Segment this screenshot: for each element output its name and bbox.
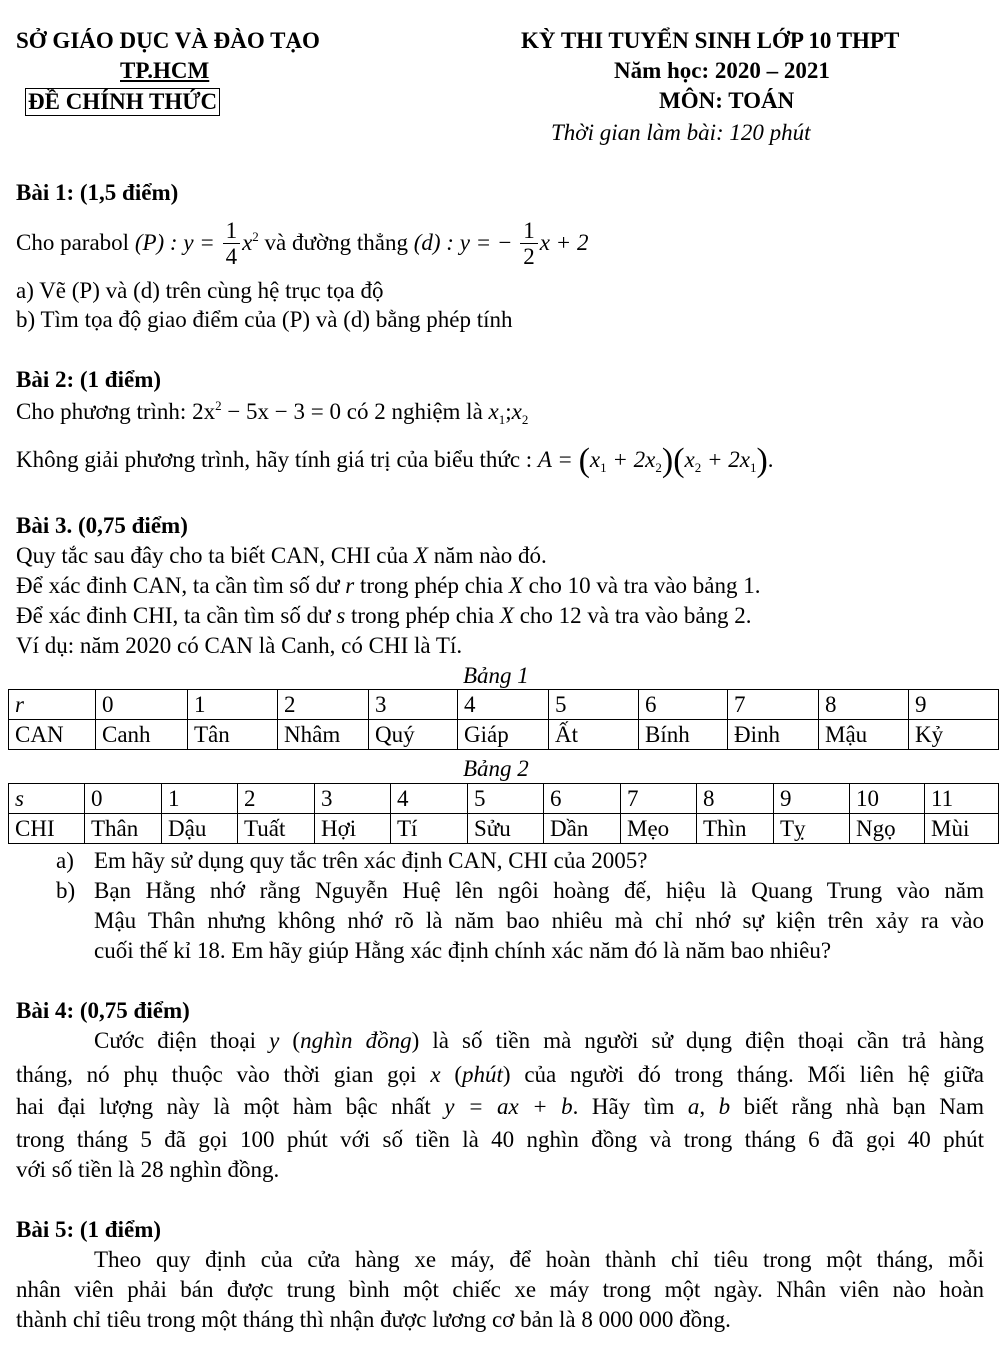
bai5-line2: nhân viên phải bán được trung bình một chiếc xe máy trong một ngày. Nhân viên nào hoàn [16, 1277, 984, 1302]
bai4-line4: trong tháng 5 đã gọi 100 phút với số tiền là 40 nghìn đồng và trong tháng 6 đã gọi 40 phút [16, 1127, 984, 1152]
bai2-expr-paren-close1: ) [661, 442, 674, 479]
bai3-title: Bài 3. (0,75 điểm) [16, 513, 188, 538]
table-cell: s [9, 784, 85, 814]
table-cell: Hợi [315, 814, 391, 844]
bai1-parabol-line [16, 212, 588, 270]
table-cell: Bính [639, 720, 728, 750]
table-cell: Sửu [468, 814, 544, 844]
table-cell: 2 [238, 784, 315, 814]
bai3-question-a: Em hãy sử dụng quy tắc trên xác định CAN, CHI của 2005? [94, 848, 648, 873]
table-cell: CHI [9, 814, 85, 844]
table-cell: 9 [774, 784, 850, 814]
bai3-l1-a: Quy tắc sau đây cho ta biết CAN, CHI của [16, 543, 409, 568]
bai1-p-exp: 2 [252, 229, 259, 244]
bai3-question-b-label: b) [56, 878, 76, 903]
bai3-line1 [16, 543, 547, 569]
table-cell: 5 [549, 690, 639, 720]
header-department: SỞ GIÁO DỤC VÀ ĐÀO TẠO [16, 28, 320, 53]
bai4-line5: với số tiền là 28 nghìn đồng. [16, 1157, 280, 1182]
bai2-expr-x1: x [589, 447, 601, 472]
bai4-l3-vars: a, b [687, 1094, 731, 1119]
table-cell: 7 [621, 784, 697, 814]
table1-row-can [9, 720, 999, 750]
bai3-l3-a: Để xác đinh CHI, ta cần tìm số dư [16, 603, 331, 628]
bai1-p-x: x [242, 230, 253, 255]
bai4-l2-open: ( [454, 1062, 462, 1087]
bai2-expr-a: A = [537, 447, 573, 472]
bai2-expression-line [16, 442, 774, 480]
bai4-l1-a: Cước điện thoại [94, 1028, 256, 1053]
table-cell: Quý [369, 720, 458, 750]
bai3-line3 [16, 603, 752, 629]
bai3-question-b-line2: Mậu Thân nhưng không nhớ rõ là năm bao nhiêu mà chỉ nhớ sự kiện trên xảy ra vào [94, 908, 984, 933]
bai1-d-fraction: $\frac{1}{2}$ [520, 219, 538, 270]
bai3-l2-a: Để xác đinh CAN, ta cần tìm số dư [16, 573, 340, 598]
bai2-title: Bài 2: (1 điểm) [16, 367, 162, 392]
table-cell: Kỷ [909, 720, 999, 750]
bai2-expr-mid1: + 2x [606, 447, 656, 472]
bai3-question-b-line1: Bạn Hằng nhớ rằng Nguyễn Huệ lên ngôi hoàng đế, hiệu là Quang Trung vào năm [94, 878, 984, 903]
bai1-p-fraction: $\frac{1}{4}$ [223, 219, 241, 270]
bai4-line2 [16, 1062, 984, 1088]
table-cell: CAN [9, 720, 96, 750]
bai3-l2-var2: X [508, 573, 523, 598]
table-cell: 6 [639, 690, 728, 720]
bai2-line2-text: Không giải phương trình, hãy tính giá trị của biểu thức : [16, 447, 533, 472]
table-cell: 4 [458, 690, 549, 720]
bai2-expr-s1: 1 [600, 460, 607, 475]
bai1-d-label: (d) : y = − [413, 230, 513, 255]
table-cell: r [9, 690, 96, 720]
bai2-root2: x [511, 399, 522, 424]
table-cell: 10 [850, 784, 925, 814]
bai3-l3-c: cho 12 và tra vào bảng 2. [519, 603, 752, 628]
table-cell: Tuất [238, 814, 315, 844]
table-cell: 5 [468, 784, 544, 814]
bai2-expr-paren-open1: ( [578, 442, 590, 479]
table-cell: 9 [909, 690, 999, 720]
table-cell: Thìn [697, 814, 774, 844]
bai1-question-b: b) Tìm tọa độ giao điểm của (P) và (d) bằng phép tính [16, 307, 513, 332]
table1-caption: Bảng 1 [463, 663, 529, 688]
table-cell: 0 [85, 784, 162, 814]
table-cell: 4 [391, 784, 468, 814]
bai2-expr-s4: 1 [749, 460, 757, 475]
bai2-eq-b: − 5x − 3 = 0 [221, 399, 341, 424]
bai4-l2-c: ) của người đó trong tháng. Mối liên hệ giữa [502, 1062, 984, 1087]
header-duration: Thời gian làm bài: 120 phút [551, 120, 811, 145]
table-cell: Ất [549, 720, 639, 750]
bai5-title: Bài 5: (1 điểm) [16, 1217, 162, 1242]
bai4-line3 [16, 1094, 984, 1120]
table-cell: Đinh [728, 720, 819, 750]
bai3-l1-b: năm nào đó. [433, 543, 547, 568]
bai4-title: Bài 4: (0,75 điểm) [16, 998, 190, 1023]
bai1-question-a: a) Vẽ (P) và (d) trên cùng hệ trục tọa độ [16, 278, 384, 303]
bai2-root1: x [488, 399, 499, 424]
bai4-l2-x: x [430, 1062, 441, 1087]
table2-row-chi [9, 814, 999, 844]
table-cell: Dần [544, 814, 621, 844]
bai4-l1-unit: nghìn đồng [300, 1028, 412, 1053]
bai2-root1-sub: 1 [498, 412, 506, 427]
bai1-intro: Cho parabol [16, 230, 130, 255]
table1 [8, 689, 999, 750]
bai3-l2-c: cho 10 và tra vào bảng 1. [528, 573, 761, 598]
table-cell: Mẹo [621, 814, 697, 844]
bai3-l3-var: s [336, 603, 346, 628]
bai3-l3-var2: X [499, 603, 514, 628]
bai2-expr-paren-open2: ( [673, 442, 685, 479]
header-official-label: ĐỀ CHÍNH THỨC [25, 88, 220, 116]
bai3-l3-b: trong phép chia [351, 603, 495, 628]
table-cell: 3 [369, 690, 458, 720]
bai2-line1-mid: có 2 nghiệm là [346, 399, 483, 424]
bai3-question-b-line3: cuối thế kỉ 18. Em hãy giúp Hằng xác định chính xác năm đó là năm bao nhiêu? [94, 938, 832, 963]
bai3-example: Ví dụ: năm 2020 có CAN là Canh, có CHI là Tí. [16, 633, 463, 658]
bai2-expr-paren-close2: ) [756, 442, 768, 479]
bai3-line2 [16, 573, 760, 599]
bai2-equation-line [16, 398, 528, 428]
table-cell: 8 [697, 784, 774, 814]
table-cell: Ngọ [850, 814, 925, 844]
bai4-l3-eq: y = ax + b [444, 1094, 573, 1119]
table-cell: 6 [544, 784, 621, 814]
bai2-root2-sub: 2 [521, 412, 529, 427]
table2-caption: Bảng 2 [463, 756, 529, 781]
bai4-l1-y: y [269, 1028, 280, 1053]
bai4-l3-c: biết rằng nhà bạn Nam [743, 1094, 984, 1119]
bai4-line1 [94, 1028, 984, 1054]
bai4-l1-open: ( [292, 1028, 301, 1053]
table1-row-r [9, 690, 999, 720]
table2 [8, 783, 999, 844]
table-cell: Mùi [925, 814, 999, 844]
bai4-l3-a: hai đại lượng này là một hàm bậc nhất [16, 1094, 431, 1119]
table-cell: 0 [96, 690, 188, 720]
bai1-mid: và đường thẳng [264, 230, 408, 255]
bai2-root-sep: ; [505, 399, 512, 424]
bai3-l1-var: X [413, 543, 428, 568]
table-cell: Canh [96, 720, 188, 750]
bai3-l2-b: trong phép chia [360, 573, 504, 598]
bai3-question-a-label: a) [56, 848, 74, 873]
bai4-l1-c: ) là số tiền mà người sử dụng điện thoại cần trả hàng [411, 1028, 985, 1053]
table-cell: Tỵ [774, 814, 850, 844]
table-cell: 1 [188, 690, 278, 720]
bai2-line1-text: Cho phương trình: [16, 399, 187, 424]
bai1-p-label: (P) : y = [134, 230, 215, 255]
table-cell: 2 [278, 690, 369, 720]
bai3-l2-var: r [345, 573, 355, 598]
table-cell: Mậu [819, 720, 909, 750]
bai2-expr-s3: 2 [694, 460, 702, 475]
header-school-year: Năm học: 2020 – 2021 [614, 58, 830, 83]
table-cell: Giáp [458, 720, 549, 750]
table-cell: 1 [162, 784, 238, 814]
table-cell: Dậu [162, 814, 238, 844]
table-cell: Thân [85, 814, 162, 844]
table-cell: Tân [188, 720, 278, 750]
table-cell: 8 [819, 690, 909, 720]
header-exam-title: KỲ THI TUYỂN SINH LỚP 10 THPT [521, 28, 900, 53]
bai4-l3-b: . Hãy tìm [572, 1094, 675, 1119]
bai2-expr-mid2: + 2x [701, 447, 750, 472]
header-city: TP.HCM [120, 58, 210, 83]
bai1-title: Bài 1: (1,5 điểm) [16, 180, 179, 205]
bai2-expr-end: . [767, 447, 774, 472]
bai5-line1: Theo quy định của cửa hàng xe máy, để hoàn thành chỉ tiêu trong một tháng, mỗi [94, 1247, 984, 1272]
bai4-l2-a: tháng, nó phụ thuộc vào thời gian gọi [16, 1062, 417, 1087]
bai4-l2-unit: phút [462, 1062, 503, 1087]
bai2-eq-exp: 2 [215, 398, 222, 413]
bai2-expr-x2: x [684, 447, 695, 472]
table2-row-s [9, 784, 999, 814]
table-cell: 3 [315, 784, 391, 814]
bai2-eq-a: 2x [192, 399, 216, 424]
table-cell: Nhâm [278, 720, 369, 750]
bai5-line3: thành chỉ tiêu trong một tháng thì nhận được lương cơ bản là 8 000 000 đồng. [16, 1307, 731, 1332]
bai1-d-tail: x + 2 [539, 230, 589, 255]
bai2-expr-s2: 2 [655, 460, 662, 475]
table-cell: Tí [391, 814, 468, 844]
table-cell: 11 [925, 784, 999, 814]
header-subject: MÔN: TOÁN [659, 88, 795, 113]
table-cell: 7 [728, 690, 819, 720]
